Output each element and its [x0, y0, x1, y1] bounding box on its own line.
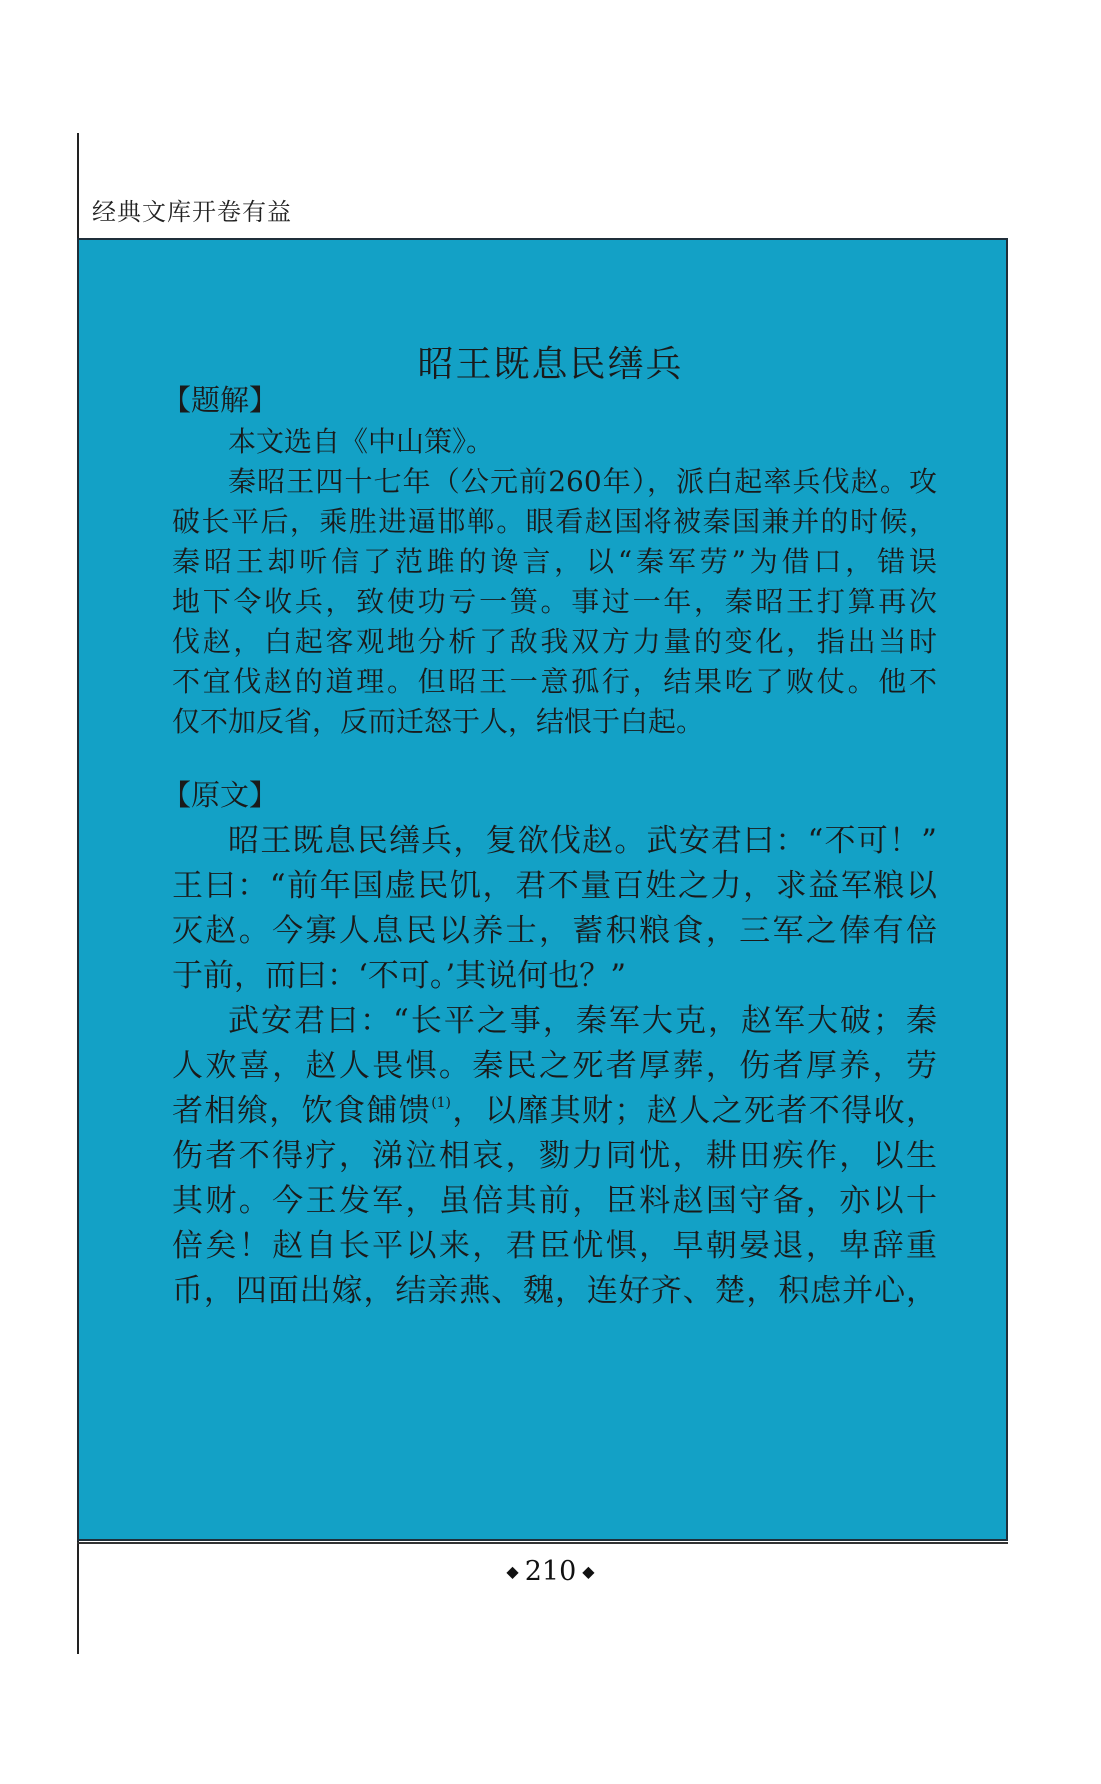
- original-line: 王曰：“前年国虚民饥，君不量百姓之力，求益军粮以: [172, 868, 937, 904]
- diamond-ornament-icon: ◆: [582, 1562, 595, 1581]
- original-line: 伤者不得疗，涕泣相哀，勠力同忧，耕田疾作，以生: [172, 1138, 937, 1174]
- original-text-segment: ，以靡其财；赵人之死者不得收，: [451, 1093, 938, 1129]
- page-number-block: [0, 1556, 1101, 1587]
- original-line: 武安君曰：“长平之事，秦军大克，赵军大破；秦: [228, 1003, 937, 1039]
- intro-line: 伐赵，白起客观地分析了敌我双方力量的变化，指出当时: [172, 625, 937, 658]
- article-title: 昭王既息民缮兵: [417, 344, 684, 385]
- intro-line: 秦昭王四十七年（公元前260年），派白起率兵伐赵。攻: [228, 465, 937, 498]
- intro-heading: 【题解】: [162, 383, 279, 417]
- intro-line: 不宜伐赵的道理。但昭王一意孤行，结果吃了败仗。他不: [172, 665, 937, 698]
- intro-line: 本文选自《中山策》。: [228, 425, 495, 458]
- original-line: 币，四面出嫁，结亲燕、魏，连好齐、楚，积虑并心，: [172, 1273, 937, 1309]
- running-head: 经典文库开卷有益: [92, 198, 292, 226]
- intro-line: 破长平后，乘胜进逼邯郸。眼看赵国将被秦国兼并的时候，: [172, 505, 937, 538]
- original-line: 灭赵。今寡人息民以养士，蓄积粮食，三军之俸有倍: [172, 913, 937, 949]
- footnote-marker: (1): [431, 1095, 452, 1111]
- bottom-rule: [77, 1542, 1008, 1544]
- intro-line: 仅不加反省，反而迁怒于人，结恨于白起。: [172, 705, 705, 738]
- original-text-segment: 者相飨，饮食餔馈: [172, 1093, 432, 1129]
- original-line: 倍矣！赵自长平以来，君臣忧惧，早朝晏退，卑辞重: [172, 1228, 937, 1264]
- original-line: 其财。今王发军，虽倍其前，臣料赵国守备，亦以十: [172, 1183, 937, 1219]
- original-line-with-note: [172, 1085, 937, 1130]
- page-number: 210: [524, 1556, 577, 1587]
- original-line: 于前，而曰：‘不可。’其说何也？”: [172, 958, 627, 994]
- diamond-ornament-icon: ◆: [506, 1562, 519, 1581]
- original-line: 人欢喜，赵人畏惧。秦民之死者厚葬，伤者厚养，劳: [172, 1048, 937, 1084]
- intro-line: 秦昭王却听信了范雎的谗言，以“秦军劳”为借口，错误: [172, 545, 937, 578]
- original-line: 昭王既息民缮兵，复欲伐赵。武安君曰：“不可！”: [228, 823, 937, 859]
- intro-line: 地下令收兵，致使功亏一篑。事过一年，秦昭王打算再次: [172, 585, 937, 618]
- original-heading: 【原文】: [162, 778, 279, 812]
